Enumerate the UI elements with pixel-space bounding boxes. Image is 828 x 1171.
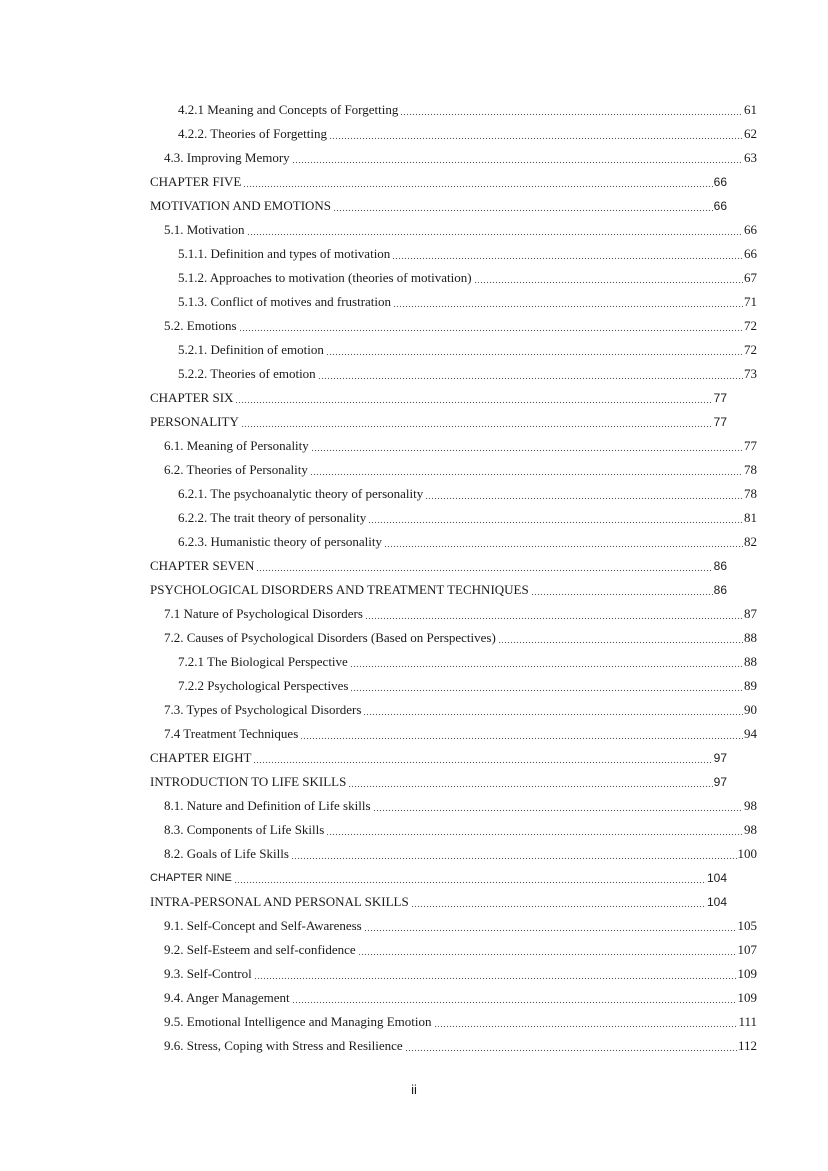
dot-leader <box>392 250 743 260</box>
toc-entry-title: MOTIVATION AND EMOTIONS <box>150 198 332 213</box>
dot-leader <box>348 778 712 788</box>
toc-entry[interactable] <box>0 794 757 818</box>
toc-entry-title: 4.3. Improving Memory <box>164 150 290 165</box>
toc-entry-title: 7.1 Nature of Psychological Disorders <box>164 606 363 621</box>
toc-entry[interactable] <box>0 242 757 266</box>
dot-leader <box>411 898 706 908</box>
toc-entry-title: 5.1. Motivation <box>164 222 245 237</box>
dot-leader <box>363 706 743 716</box>
toc-entry[interactable] <box>0 914 757 938</box>
toc-entry-page: 81 <box>744 510 757 525</box>
toc-entry[interactable] <box>0 602 757 626</box>
dot-leader <box>498 634 743 644</box>
toc-entry-title: 7.2. Causes of Psychological Disorders (Based on Perspectives) <box>164 630 496 645</box>
toc-entry[interactable] <box>0 1010 757 1034</box>
dot-leader <box>326 826 743 836</box>
toc-entry[interactable] <box>0 362 757 386</box>
dot-leader <box>400 106 743 116</box>
toc-entry-page: 107 <box>737 942 757 957</box>
dot-leader <box>310 466 743 476</box>
toc-entry-page: 66 <box>713 199 727 213</box>
dot-leader <box>235 394 712 404</box>
toc-entry[interactable] <box>0 506 757 530</box>
dot-leader <box>425 490 743 500</box>
toc-entry-page: 94 <box>744 726 757 741</box>
toc-entry-page: 61 <box>744 102 757 117</box>
toc-entry[interactable] <box>0 818 757 842</box>
toc-entry-title: 8.1. Nature and Definition of Life skills <box>164 798 371 813</box>
toc-entry[interactable] <box>0 554 727 578</box>
toc-entry-page: 88 <box>744 630 757 645</box>
toc-entry-page: 66 <box>744 222 757 237</box>
toc-entry[interactable] <box>0 626 757 650</box>
toc-entry[interactable] <box>0 674 757 698</box>
toc-entry[interactable] <box>0 458 757 482</box>
toc-entry[interactable] <box>0 866 727 890</box>
toc-entry-title: 9.2. Self-Esteem and self-confidence <box>164 942 356 957</box>
toc-entry[interactable] <box>0 722 757 746</box>
toc-entry[interactable] <box>0 194 727 218</box>
dot-leader <box>291 850 737 860</box>
toc-entry[interactable] <box>0 842 757 866</box>
toc-entry-title: 9.1. Self-Concept and Self-Awareness <box>164 918 362 933</box>
toc-entry-page: 82 <box>744 534 757 549</box>
toc-entry[interactable] <box>0 218 757 242</box>
dot-leader <box>241 418 713 428</box>
toc-entry-title: 6.2.1. The psychoanalytic theory of personality <box>178 486 424 501</box>
toc-entry-page: 89 <box>744 678 757 693</box>
toc-entry-page: 105 <box>737 918 757 933</box>
dot-leader <box>393 298 743 308</box>
toc-entry-page: 87 <box>744 606 757 621</box>
toc-entry-page: 66 <box>744 246 757 261</box>
toc-entry[interactable] <box>0 434 757 458</box>
dot-leader <box>239 322 743 332</box>
toc-entry-page: 77 <box>744 438 757 453</box>
toc-entry[interactable] <box>0 938 757 962</box>
toc-entry-page: 104 <box>706 895 727 909</box>
toc-entry[interactable] <box>0 338 757 362</box>
table-of-contents <box>0 98 828 1058</box>
dot-leader <box>318 370 743 380</box>
toc-entry[interactable] <box>0 122 757 146</box>
dot-leader <box>247 226 743 236</box>
toc-entry-title: CHAPTER EIGHT <box>150 750 252 765</box>
toc-entry-page: 88 <box>744 654 757 669</box>
toc-entry-page: 66 <box>713 175 727 189</box>
dot-leader <box>300 730 743 740</box>
dot-leader <box>531 586 713 596</box>
toc-entry[interactable] <box>0 386 727 410</box>
toc-entry-page: 77 <box>713 391 727 405</box>
toc-entry-title: 7.4 Treatment Techniques <box>164 726 299 741</box>
dot-leader <box>333 202 713 212</box>
toc-entry-title: 7.3. Types of Psychological Disorders <box>164 702 362 717</box>
dot-leader <box>474 274 743 284</box>
toc-entry[interactable] <box>0 482 757 506</box>
toc-entry[interactable] <box>0 890 727 914</box>
dot-leader <box>434 1018 738 1028</box>
toc-entry-title: CHAPTER NINE <box>150 872 232 884</box>
toc-entry-page: 98 <box>744 798 757 813</box>
page-number: ii <box>411 1082 417 1097</box>
dot-leader <box>405 1042 737 1052</box>
dot-leader <box>373 802 743 812</box>
toc-entry-page: 86 <box>713 559 727 573</box>
toc-entry[interactable] <box>0 146 757 170</box>
toc-entry[interactable] <box>0 650 757 674</box>
toc-entry-title: 5.2.2. Theories of emotion <box>178 366 316 381</box>
toc-entry[interactable] <box>0 986 757 1010</box>
toc-entry-page: 71 <box>744 294 757 309</box>
toc-entry-title: 7.2.2 Psychological Perspectives <box>178 678 349 693</box>
toc-entry-page: 97 <box>713 775 727 789</box>
toc-entry[interactable] <box>0 266 757 290</box>
toc-entry-page: 111 <box>738 1014 757 1029</box>
toc-entry[interactable] <box>0 290 757 314</box>
dot-leader <box>253 754 712 764</box>
toc-entry-title: 9.3. Self-Control <box>164 966 252 981</box>
toc-entry-title: 6.2.2. The trait theory of personality <box>178 510 367 525</box>
toc-entry-title: 6.1. Meaning of Personality <box>164 438 309 453</box>
toc-entry-page: 73 <box>744 366 757 381</box>
toc-entry-page: 78 <box>744 462 757 477</box>
toc-entry[interactable] <box>0 578 727 602</box>
dot-leader <box>364 922 737 932</box>
toc-entry-page: 90 <box>744 702 757 717</box>
toc-entry[interactable] <box>0 170 727 194</box>
toc-entry-title: 6.2. Theories of Personality <box>164 462 308 477</box>
toc-entry-page: 104 <box>706 871 727 885</box>
dot-leader <box>368 514 743 524</box>
toc-entry-page: 62 <box>744 126 757 141</box>
dot-leader <box>292 154 743 164</box>
toc-entry-title: 5.1.1. Definition and types of motivation <box>178 246 391 261</box>
toc-entry-page: 78 <box>744 486 757 501</box>
dot-leader <box>384 538 743 548</box>
dot-leader <box>311 442 743 452</box>
toc-entry-page: 100 <box>737 846 757 861</box>
toc-entry-page: 98 <box>744 822 757 837</box>
toc-entry-page: 86 <box>713 583 727 597</box>
toc-entry-title: 6.2.3. Humanistic theory of personality <box>178 534 382 549</box>
toc-entry-page: 72 <box>744 342 757 357</box>
dot-leader <box>350 658 743 668</box>
dot-leader <box>358 946 737 956</box>
toc-entry-title: 9.4. Anger Management <box>164 990 290 1005</box>
toc-entry-title: 8.3. Components of Life Skills <box>164 822 325 837</box>
toc-entry-page: 77 <box>713 415 727 429</box>
toc-entry-page: 109 <box>737 966 757 981</box>
toc-entry-title: INTRA-PERSONAL AND PERSONAL SKILLS <box>150 894 409 909</box>
toc-entry-title: PERSONALITY <box>150 414 239 429</box>
toc-entry[interactable] <box>0 314 757 338</box>
toc-entry[interactable] <box>0 698 757 722</box>
toc-entry[interactable] <box>0 530 757 554</box>
toc-entry-title: INTRODUCTION TO LIFE SKILLS <box>150 774 347 789</box>
toc-entry[interactable] <box>0 410 727 434</box>
toc-entry-title: 5.1.3. Conflict of motives and frustration <box>178 294 392 309</box>
toc-entry-title: 5.2.1. Definition of emotion <box>178 342 324 357</box>
toc-entry-page: 67 <box>744 270 757 285</box>
toc-entry-title: PSYCHOLOGICAL DISORDERS AND TREATMENT TECHNIQUES <box>150 582 529 597</box>
toc-entry-title: 4.2.1 Meaning and Concepts of Forgetting <box>178 102 399 117</box>
toc-entry-title: 5.2. Emotions <box>164 318 237 333</box>
dot-leader <box>326 346 743 356</box>
toc-entry-title: 5.1.2. Approaches to motivation (theories of motivation) <box>178 270 472 285</box>
toc-entry-title: 9.6. Stress, Coping with Stress and Resilience <box>164 1038 403 1053</box>
toc-entry-page: 72 <box>744 318 757 333</box>
toc-entry-title: 8.2. Goals of Life Skills <box>164 846 289 861</box>
dot-leader <box>254 970 737 980</box>
toc-entry-page: 63 <box>744 150 757 165</box>
toc-entry-title: 7.2.1 The Biological Perspective <box>178 654 348 669</box>
dot-leader <box>292 994 737 1004</box>
dot-leader <box>329 130 743 140</box>
dot-leader <box>243 178 712 188</box>
toc-entry-page: 112 <box>737 1038 757 1053</box>
dot-leader <box>365 610 743 620</box>
toc-entry-page: 97 <box>713 751 727 765</box>
toc-entry[interactable] <box>0 770 727 794</box>
toc-entry-title: 9.5. Emotional Intelligence and Managing Emotion <box>164 1014 432 1029</box>
toc-entry[interactable] <box>0 746 727 770</box>
toc-entry-title: 4.2.2. Theories of Forgetting <box>178 126 328 141</box>
toc-entry[interactable] <box>0 98 757 122</box>
toc-entry-title: CHAPTER FIVE <box>150 174 242 189</box>
toc-entry[interactable] <box>0 962 757 986</box>
dot-leader <box>350 682 743 692</box>
toc-entry-page: 109 <box>737 990 757 1005</box>
dot-leader <box>234 874 706 884</box>
toc-entry-title: CHAPTER SEVEN <box>150 558 255 573</box>
dot-leader <box>256 562 712 572</box>
toc-entry-title: CHAPTER SIX <box>150 390 234 405</box>
toc-entry[interactable] <box>0 1034 757 1058</box>
